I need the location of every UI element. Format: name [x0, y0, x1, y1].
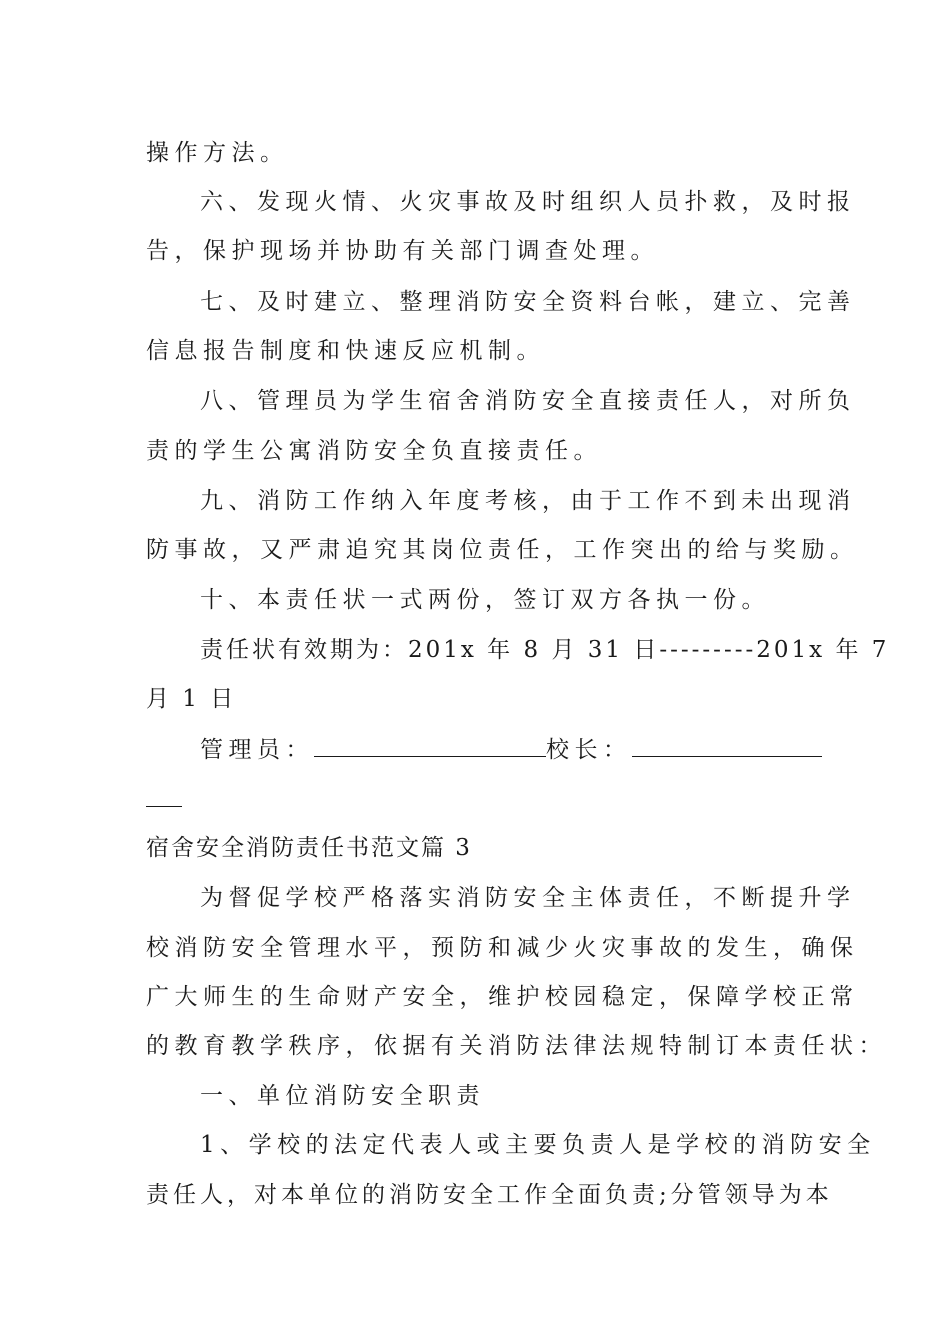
signature-blank-continuation	[146, 806, 182, 807]
text-line: 告，保护现场并协助有关部门调查处理。	[146, 238, 659, 264]
signature-line	[200, 734, 806, 765]
text-line: 操作方法。	[146, 140, 289, 166]
text-line: 十、本责任状一式两份，签订双方各执一份。	[200, 587, 770, 613]
admin-signature-label: 管理员：	[200, 737, 314, 763]
text-line: 九、消防工作纳入年度考核，由于工作不到未出现消	[200, 488, 856, 514]
text-line: 的教育教学秩序，依据有关消防法律法规特制订本责任状：	[146, 1033, 887, 1059]
subheading: 一、单位消防安全职责	[200, 1083, 485, 1109]
validity-period-line: 责任状有效期为：201x 年 8 月 31 日---------201x 年 7	[200, 637, 890, 663]
text-line: 防事故，又严肃追究其岗位责任，工作突出的给与奖励。	[146, 537, 859, 563]
text-line: 六、发现火情、火灾事故及时组织人员扑救，及时报	[200, 189, 856, 215]
principal-signature-blank	[632, 734, 822, 757]
text-line: 八、管理员为学生宿舍消防安全直接责任人，对所负	[200, 388, 856, 414]
text-line: 七、及时建立、整理消防安全资料台帐，建立、完善	[200, 289, 856, 315]
admin-signature-blank	[314, 734, 546, 757]
validity-period-end: 月 1 日	[146, 686, 237, 712]
text-line: 广大师生的生命财产安全，维护校园稳定，保障学校正常	[146, 984, 859, 1010]
principal-signature-label: 校长：	[546, 737, 632, 763]
text-line: 责任人，对本单位的消防安全工作全面负责;分管领导为本	[146, 1182, 833, 1208]
text-line: 校消防安全管理水平，预防和减少火灾事故的发生，确保	[146, 935, 859, 961]
text-line: 为督促学校严格落实消防安全主体责任，不断提升学	[200, 885, 856, 911]
text-line: 信息报告制度和快速反应机制。	[146, 338, 545, 364]
section-title: 宿舍安全消防责任书范文篇 3	[146, 835, 472, 861]
text-line: 1、学校的法定代表人或主要负责人是学校的消防安全	[200, 1132, 876, 1158]
text-line: 责的学生公寓消防安全负直接责任。	[146, 438, 602, 464]
